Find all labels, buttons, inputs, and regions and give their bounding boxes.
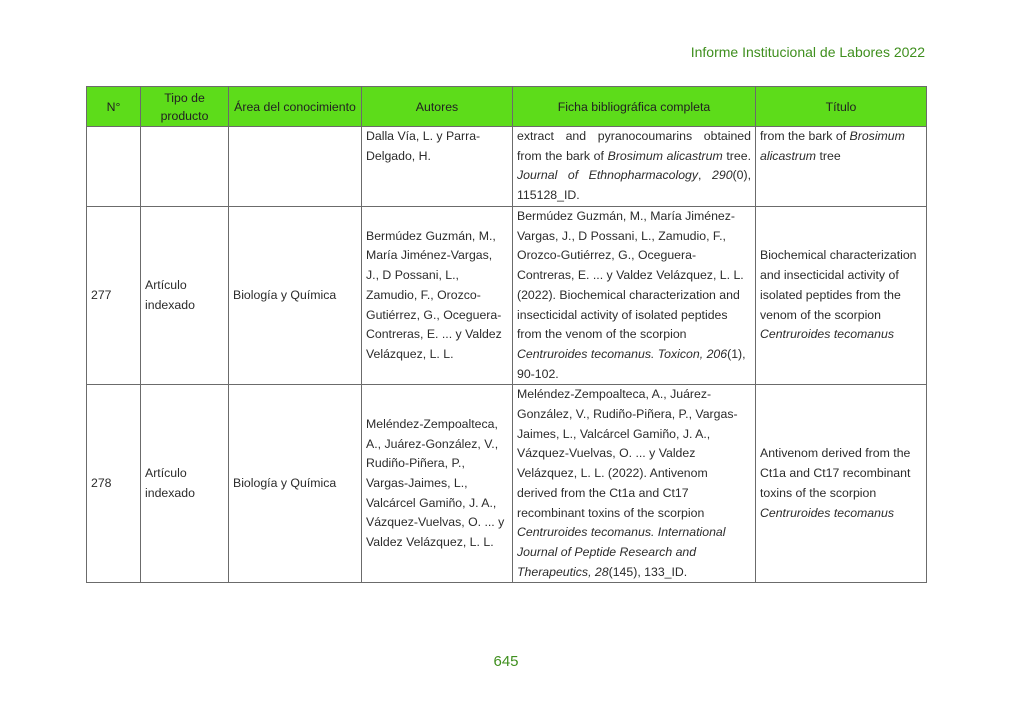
ficha-italic: 290	[712, 168, 733, 183]
title-italic: Centruroides tecomanus	[760, 505, 894, 520]
ficha-text: ,	[698, 168, 713, 183]
running-header: Informe Institucional de Labores 2022	[690, 44, 925, 60]
title-text: Antivenom derived from the Ct1a and Ct17 recombinant toxins of the scorpion	[760, 446, 911, 500]
table-row	[87, 385, 927, 583]
title-text: tree	[816, 148, 841, 163]
cell-title	[756, 385, 927, 583]
cell-number	[87, 127, 141, 207]
cell-knowledge-area: Biología y Química	[229, 385, 362, 583]
table-header-row	[87, 87, 927, 127]
ficha-text: (1), 90-102.	[517, 346, 746, 381]
cell-bibliographic-record	[513, 385, 756, 583]
ficha-italic: Centruroides tecomanus. International Journal of Peptide Research and Therapeutics, 28	[517, 525, 726, 579]
ficha-text: extract and pyranocoumarins obtained from the bark of	[517, 129, 751, 163]
col-header-authors: Autores	[362, 87, 513, 127]
col-header-knowledge-area: Área del conocimiento	[229, 87, 362, 127]
cell-title	[756, 207, 927, 385]
cell-bibliographic-record	[513, 127, 756, 207]
cell-number: 278	[87, 385, 141, 583]
col-header-number: N°	[87, 87, 141, 127]
cell-knowledge-area: Biología y Química	[229, 207, 362, 385]
ficha-text: tree.	[722, 148, 751, 163]
cell-knowledge-area	[229, 127, 362, 207]
cell-authors: Bermúdez Guzmán, M., María Jiménez-Vargas, J., D Possani, L., Zamudio, F., Orozco-Gutiérrez, G., Oceguera-Contreras, E. ... y Valdez Velázquez, L. L.	[362, 207, 513, 385]
ficha-text: Bermúdez Guzmán, M., María Jiménez-Vargas, J., D Possani, L., Zamudio, F., Orozco-Gutiérrez, G., Oceguera-Contreras, E. ... y Valdez Velázquez, L. L. (2022). Biochemical characterization and insecticidal activity of isolated peptides from the venom of the scorpion	[517, 209, 744, 342]
title-text: from the bark of	[760, 129, 850, 143]
cell-title	[756, 127, 927, 207]
cell-product-type: Artículo indexado	[141, 207, 229, 385]
ficha-text: Meléndez-Zempoalteca, A., Juárez-González, V., Rudiño-Piñera, P., Vargas-Jaimes, L., Valcárcel Gamiño, J. A., Vázquez-Vuelvas, O. ... y Valdez Velázquez, L. L. (2022). Antivenom derived from the Ct1a and Ct17 recombinant toxins of the scorpion	[517, 387, 738, 520]
col-header-product-type: Tipo de producto	[141, 87, 229, 127]
cell-product-type: Artículo indexado	[141, 385, 229, 583]
products-table	[86, 86, 927, 583]
col-header-title: Título	[756, 87, 927, 127]
ficha-text: (145), 133_ID.	[608, 564, 688, 579]
cell-bibliographic-record	[513, 207, 756, 385]
table-row	[87, 207, 927, 385]
title-text: Biochemical characterization and insecticidal activity of isolated peptides from the venom of the scorpion	[760, 248, 917, 322]
ficha-text: (0), 115128_ID.	[517, 168, 751, 203]
title-italic: Centruroides tecomanus	[760, 327, 894, 342]
table-row	[87, 127, 927, 207]
ficha-italic: Brosimum alicastrum	[607, 148, 723, 163]
cell-authors: Dalla Vía, L. y Parra-Delgado, H.	[362, 127, 513, 207]
title-italic: Brosimum alicastrum	[760, 129, 905, 163]
ficha-italic: Centruroides tecomanus. Toxicon, 206	[517, 346, 728, 361]
page-number: 645	[493, 653, 519, 670]
col-header-bibliographic-record: Ficha bibliográfica completa	[513, 87, 756, 127]
ficha-italic: Journal of Ethnopharmacology	[517, 168, 699, 183]
cell-number: 277	[87, 207, 141, 385]
cell-authors: Meléndez-Zempoalteca, A., Juárez-González, V., Rudiño-Piñera, P., Vargas-Jaimes, L., Valcárcel Gamiño, J. A., Vázquez-Vuelvas, O. ... y Valdez Velázquez, L. L.	[362, 385, 513, 583]
cell-product-type	[141, 127, 229, 207]
